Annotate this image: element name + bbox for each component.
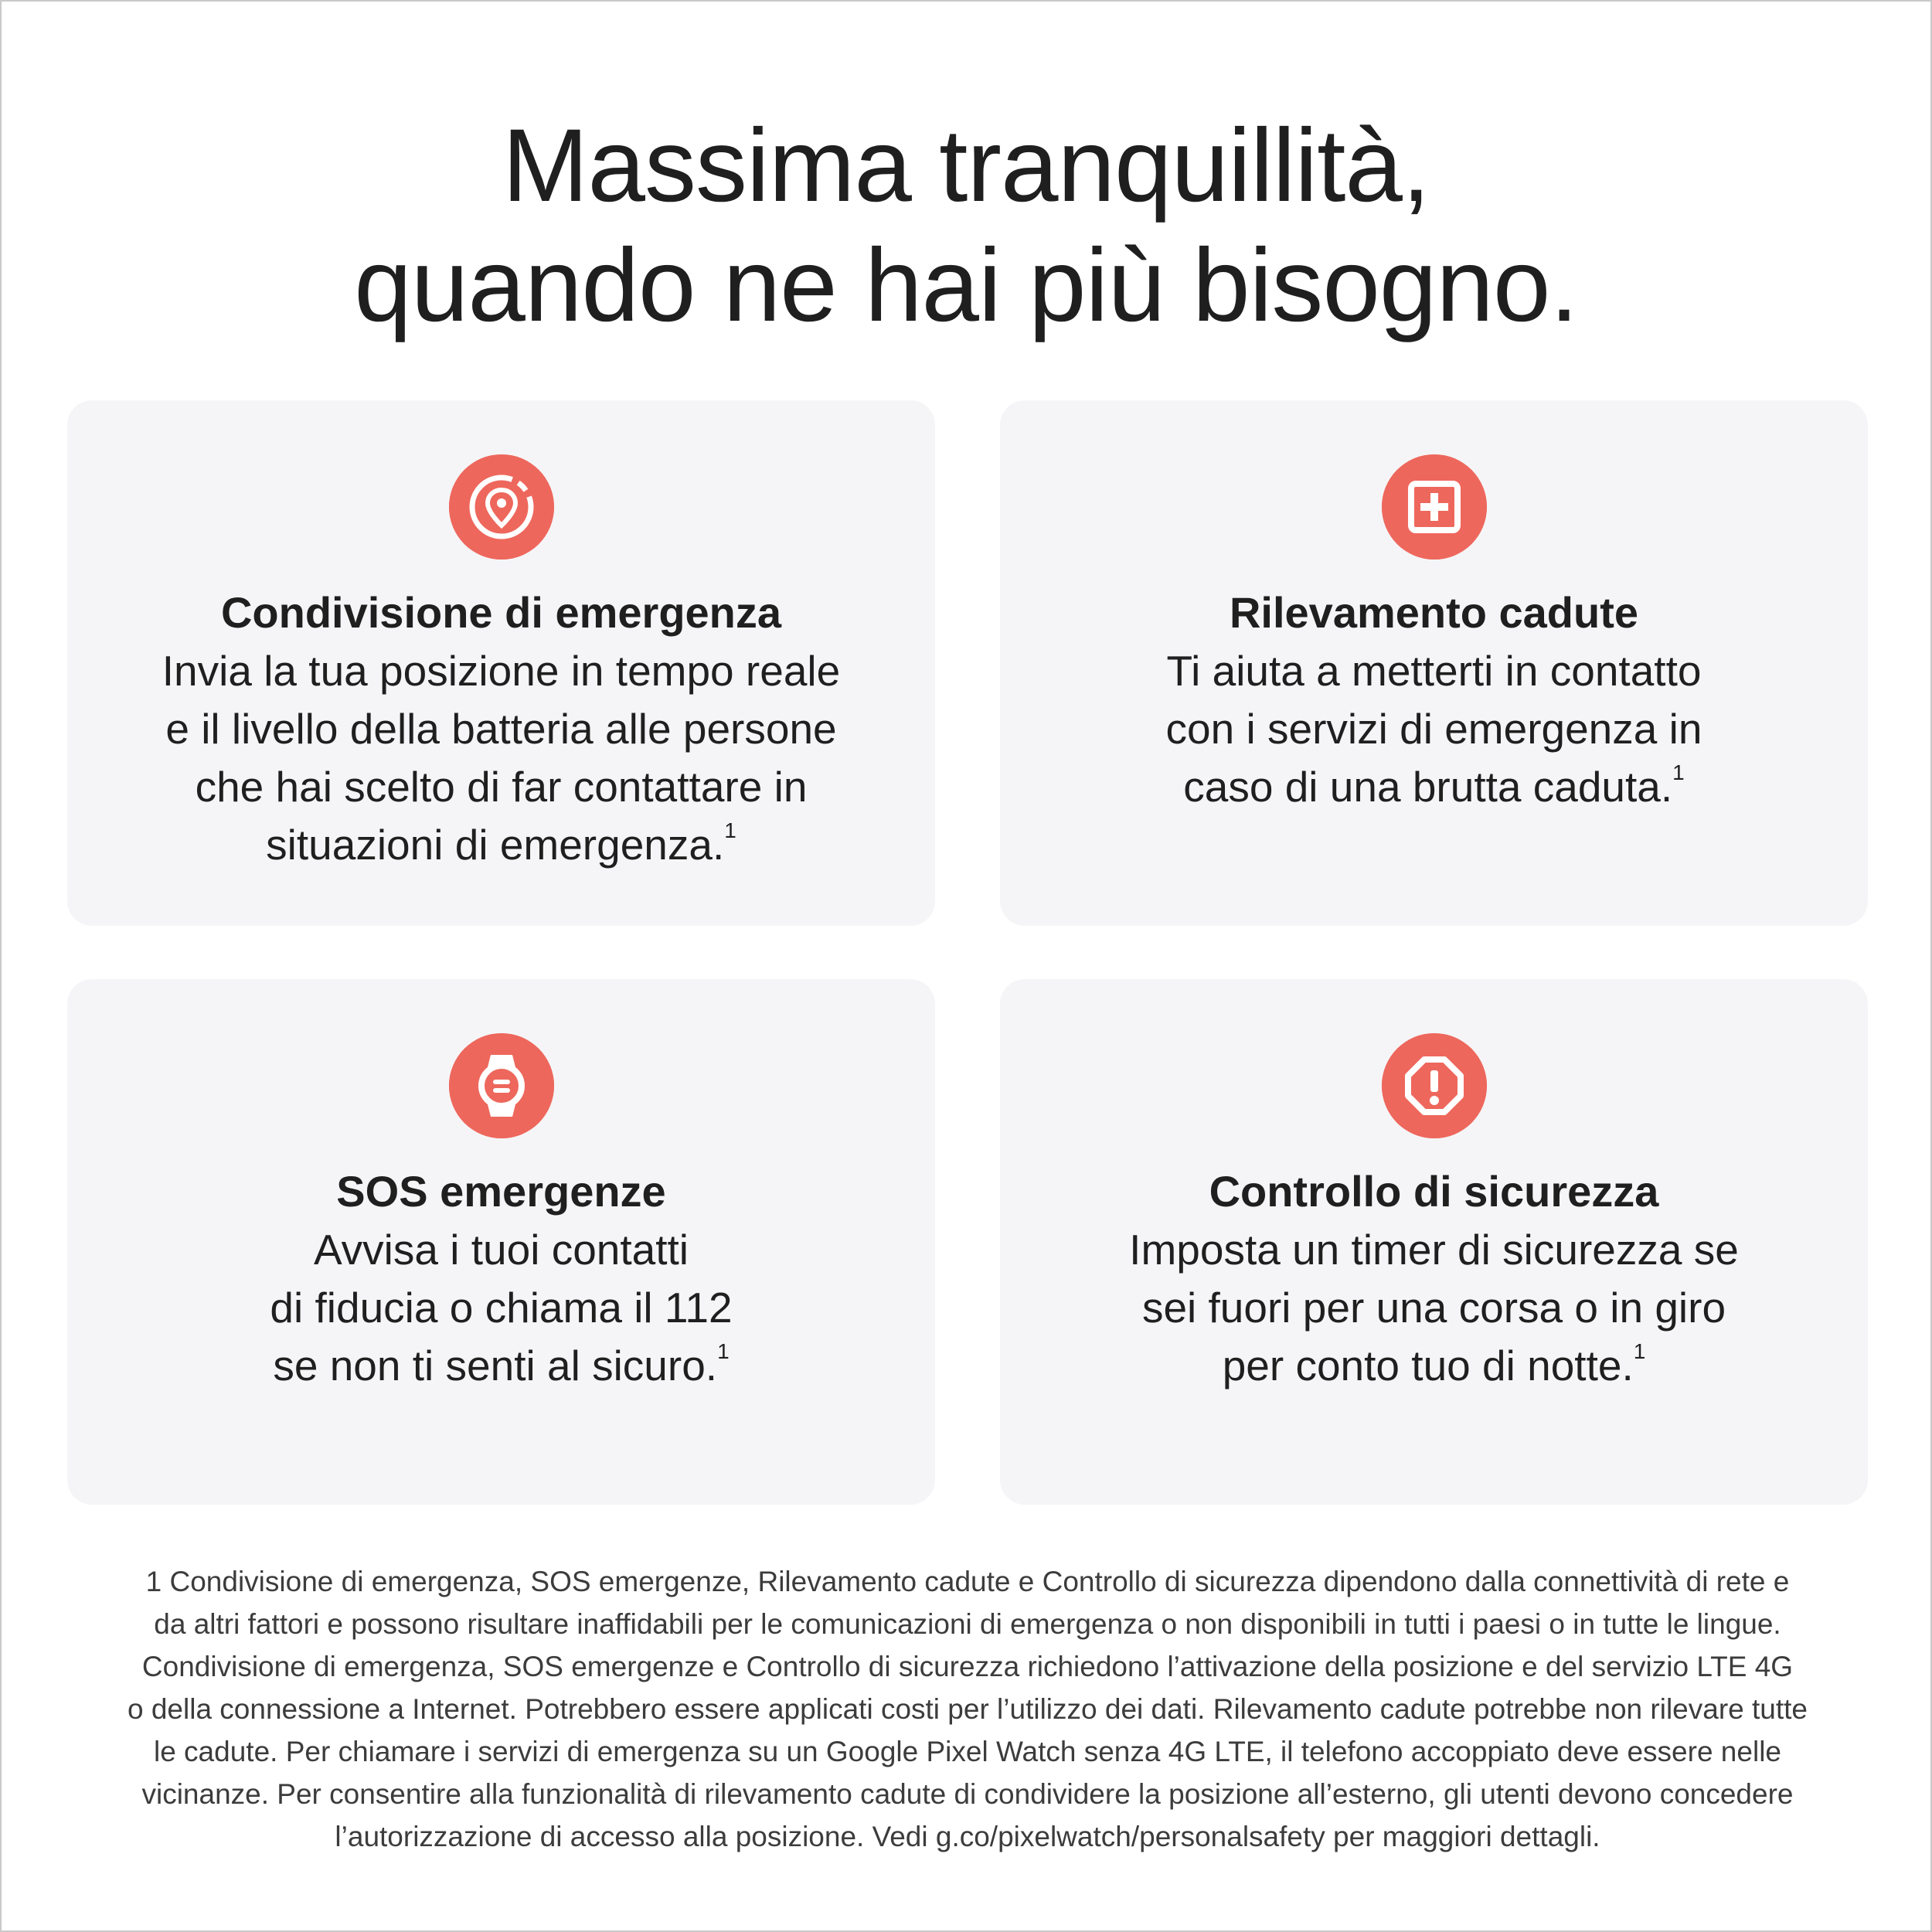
feature-description (1039, 642, 1829, 816)
description-line: Ti aiuta a metterti in contatto (1166, 647, 1702, 695)
description-line: di fiducia o chiama il 112 (270, 1284, 733, 1332)
feature-card-emergency-sos (67, 979, 935, 1505)
description-line: sei fuori per una corsa o in giro (1141, 1284, 1726, 1332)
footnote-line: vicinanze. Per consentire alla funzionalità di rilevamento cadute di condividere la posizione all’esterno, gli utenti devono concedere (141, 1778, 1794, 1810)
description-line-text: se non ti senti al sicuro. (273, 1342, 718, 1389)
description-line: Imposta un timer di sicurezza se (1129, 1226, 1739, 1274)
footnote-line: 1 Condivisione di emergenza, SOS emergenze, Rilevamento cadute e Controllo di sicurezza dipendono dalla connettività di rete e (145, 1566, 1790, 1597)
description-line: che hai scelto di far contattare in (195, 763, 808, 811)
description-line (106, 1337, 896, 1395)
feature-description (106, 642, 896, 874)
page-title-line-2: quando ne hai più bisogno. (354, 228, 1578, 343)
description-line-text: situazioni di emergenza. (266, 821, 725, 869)
description-line: Invia la tua posizione in tempo reale (162, 647, 841, 695)
feature-title: Rilevamento cadute (1229, 588, 1639, 637)
medical-cross-icon (1382, 454, 1487, 560)
feature-description (106, 1221, 896, 1395)
footnote-marker: 1 (1633, 1339, 1646, 1363)
footnote-line: le cadute. Per chiamare i servizi di emergenza su un Google Pixel Watch senza 4G LTE, il telefono accoppiato deve essere nelle (153, 1736, 1781, 1767)
watch-sos-icon (449, 1033, 554, 1138)
feature-card-safety-check (1000, 979, 1868, 1505)
footnote-marker: 1 (1672, 760, 1685, 784)
footnote-line: da altri fattori e possono risultare inaffidabili per le comunicazioni di emergenza o non disponibili in tutti i paesi o in tutte le lingue. (154, 1608, 1781, 1640)
description-line: con i servizi di emergenza in (1165, 705, 1702, 753)
page-title (2, 106, 1930, 345)
page-title-line-1: Massima tranquillità, (502, 108, 1430, 223)
footnote-line: l’autorizzazione di accesso alla posizione. Vedi g.co/pixelwatch/personalsafety per maggiori dettagli. (335, 1821, 1600, 1852)
legal-footnote (63, 1560, 1872, 1858)
description-line (1039, 1337, 1829, 1395)
feature-title: SOS emergenze (336, 1167, 666, 1216)
description-line (1039, 758, 1829, 816)
description-line (106, 816, 896, 874)
feature-card-fall-detection (1000, 400, 1868, 926)
footnote-marker: 1 (717, 1339, 730, 1363)
description-line: Avvisa i tuoi contatti (313, 1226, 689, 1274)
footnote-line: Condivisione di emergenza, SOS emergenze e Controllo di sicurezza richiedono l’attivazione della posizione e del servizio LTE 4G (141, 1651, 1794, 1682)
description-line-text: caso di una brutta caduta. (1183, 763, 1673, 811)
feature-card-emergency-sharing (67, 400, 935, 926)
location-sharing-icon (449, 454, 554, 560)
description-line: e il livello della batteria alle persone (165, 705, 837, 753)
footnote-line: o della connessione a Internet. Potrebbero essere applicati costi per l’utilizzo dei dati. Rilevamento cadute potrebbe non rilevare tutte (127, 1693, 1808, 1725)
footnote-marker: 1 (724, 818, 736, 842)
feature-description (1039, 1221, 1829, 1395)
feature-title: Controllo di sicurezza (1209, 1167, 1659, 1216)
description-line-text: per conto tuo di notte. (1222, 1342, 1634, 1389)
alert-octagon-icon (1382, 1033, 1487, 1138)
feature-title: Condivisione di emergenza (220, 588, 782, 637)
